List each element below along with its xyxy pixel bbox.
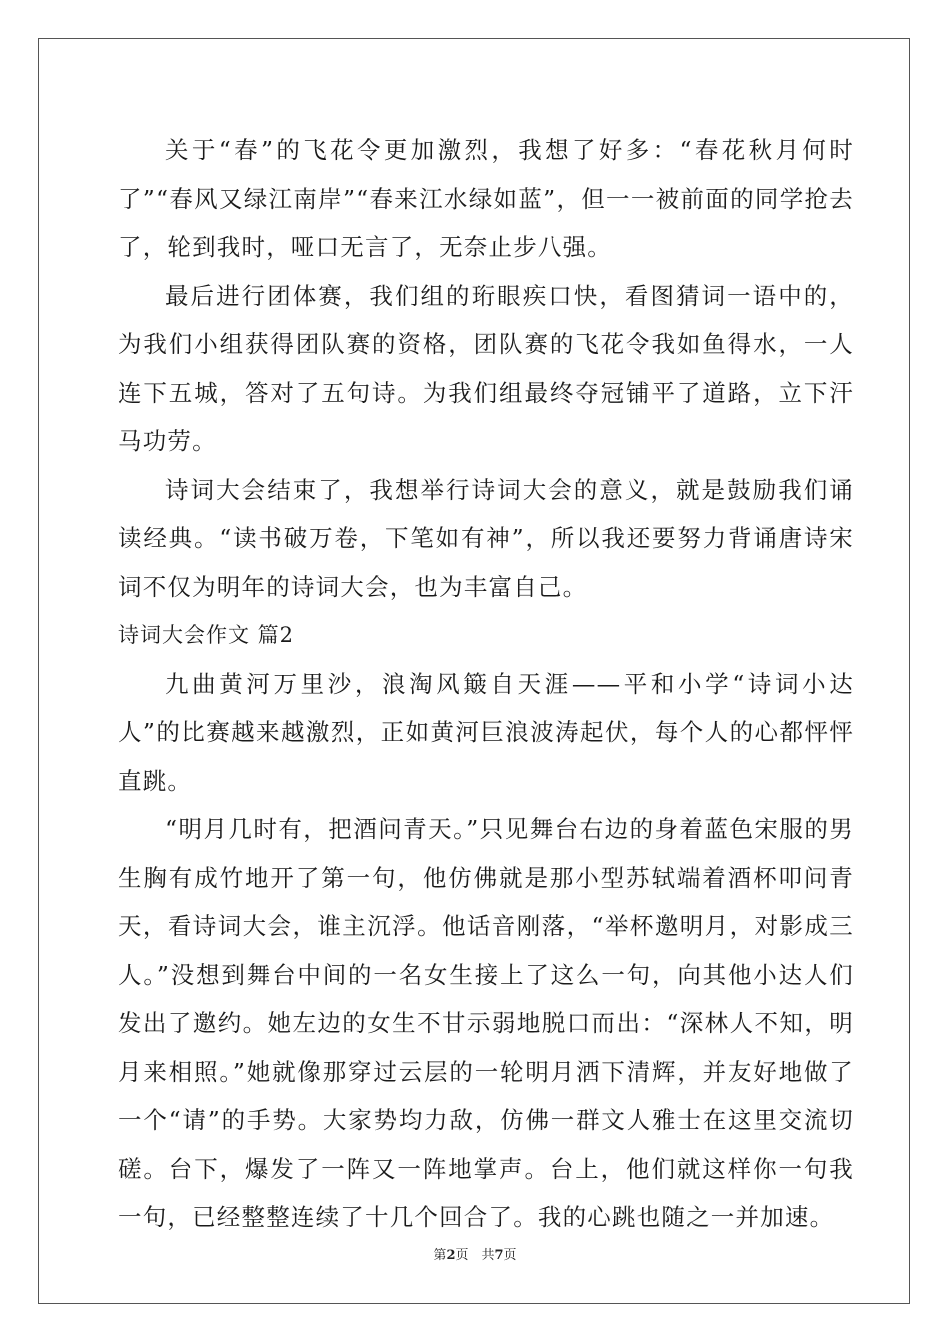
paragraph: 九曲黄河万里沙，浪淘风簸自天涯——平和小学“诗词小达人”的比赛越来越激烈，正如黄河巨浪波涛起伏，每个人的心都怦怦直跳。 xyxy=(118,669,854,795)
footer-prefix: 第 xyxy=(433,1248,447,1263)
footer-suffix: 页 xyxy=(503,1248,517,1263)
footer-mid: 页 共 xyxy=(455,1248,495,1263)
paragraph: 最后进行团体赛，我们组的珩眼疾口快，看图猜词一语中的，为我们小组获得团队赛的资格，团队赛的飞花令我如鱼得水，一人连下五城，答对了五句诗。为我们组最终夺冠铺平了道路，立下汗马功劳。 xyxy=(118,281,854,455)
document-body xyxy=(118,126,854,1242)
page-footer xyxy=(0,1244,950,1263)
paragraph: 诗词大会结束了，我想举行诗词大会的意义，就是鼓励我们诵读经典。“读书破万卷，下笔如有神”，所以我还要努力背诵唐诗宋词不仅为明年的诗词大会，也为丰富自己。 xyxy=(118,475,854,601)
footer-page-number: 2 xyxy=(446,1248,456,1263)
footer-total-pages: 7 xyxy=(494,1248,504,1263)
section-title: 诗词大会作文 篇2 xyxy=(118,623,295,647)
paragraph: 关于“春”的飞花令更加激烈，我想了好多：“春花秋月何时了”“春风又绿江南岸”“春来江水绿如蓝”，但一一被前面的同学抢去了，轮到我时，哑口无言了，无奈止步八强。 xyxy=(118,136,854,261)
paragraph: “明月几时有，把酒问青天。”只见舞台右边的身着蓝色宋服的男生胸有成竹地开了第一句，他仿佛就是那小型苏轼端着酒杯叩问青天，看诗词大会，谁主沉浮。他话音刚落，“举杯邀明月，对影成三人。”没想到舞台中间的一名女生接上了这么一句，向其他小达人们发出了邀约。她左边的女生不甘示弱地脱口而出：“深林人不知，明月来相照。”她就像那穿过云层的一轮明月洒下清辉，并友好地做了一个“请”的手势。大家势均力敌，仿佛一群文人雅士在这里交流切磋。台下，爆发了一阵又一阵地掌声。台上，他们就这样你一句我一句，已经整整连续了十几个回合了。我的心跳也随之一并加速。 xyxy=(118,815,854,1231)
